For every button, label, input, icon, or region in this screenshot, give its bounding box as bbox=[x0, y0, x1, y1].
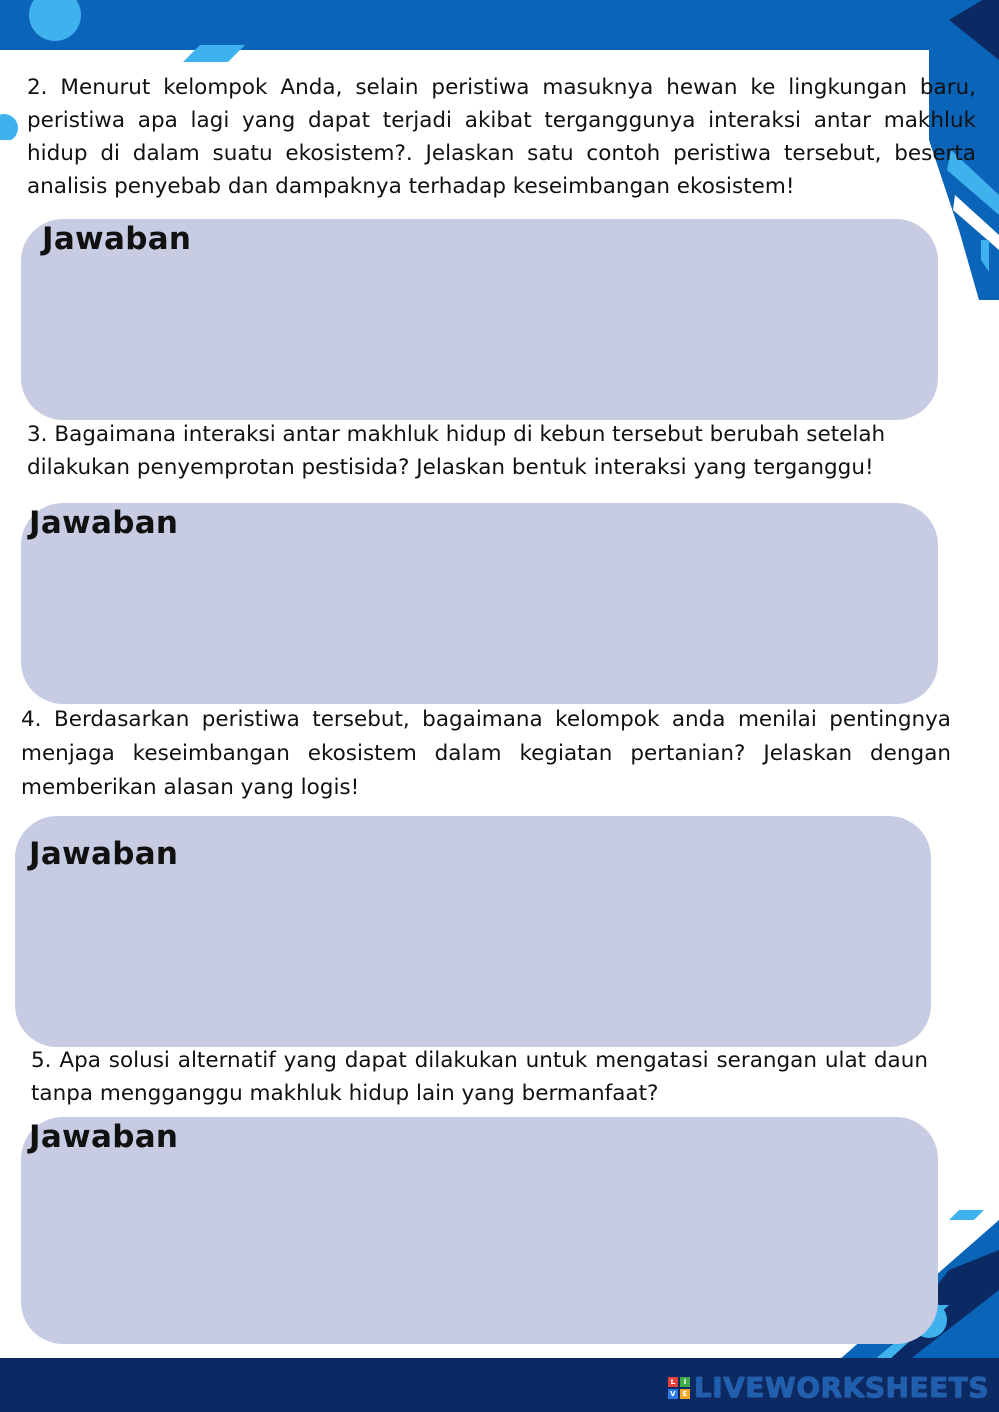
question-2: 2. Menurut kelompok Anda, selain peristiwa masuknya hewan ke lingkungan baru, peristiwa apa lagi yang dapat terjadi akibat terganggunya interaksi antar makhluk hidup di dalam suatu ekosistem?. Jelaskan satu contoh peristiwa tersebut, beserta analisis penyebab dan dampaknya terhadap keseimbangan ekosistem! bbox=[27, 75, 976, 199]
answer-box-5[interactable] bbox=[21, 1117, 938, 1344]
answer-label: Jawaban bbox=[29, 836, 179, 872]
question-4: 4. Berdasarkan peristiwa tersebut, bagaimana kelompok anda menilai pentingnya menjaga keseimbangan ekosistem dalam kegiatan pertanian? Jelaskan dengan memberikan alasan yang logis! bbox=[21, 707, 951, 800]
liveworksheets-logo bbox=[668, 1371, 989, 1404]
logo-letter: V bbox=[668, 1389, 678, 1399]
diagonal-accent bbox=[183, 45, 245, 62]
answer-box-3[interactable] bbox=[21, 503, 938, 704]
answer-box-4[interactable] bbox=[15, 816, 931, 1047]
question-3: 3. Bagaimana interaksi antar makhluk hidup di kebun tersebut berubah setelah dilakukan penyemprotan pestisida? Jelaskan bentuk interaksi yang terganggu! bbox=[27, 422, 886, 480]
question-5: 5. Apa solusi alternatif yang dapat dilakukan untuk mengatasi serangan ulat daun tanpa mengganggu makhluk hidup lain yang bermanfaat? bbox=[31, 1048, 928, 1106]
answer-box-2[interactable] bbox=[21, 219, 938, 420]
answer-label: Jawaban bbox=[42, 221, 192, 257]
logo-letter: E bbox=[680, 1389, 690, 1399]
brand-name: LIVEWORKSHEETS bbox=[693, 1371, 989, 1404]
answer-label: Jawaban bbox=[29, 1119, 179, 1155]
logo-letter: I bbox=[680, 1377, 690, 1387]
light-blue-circle bbox=[29, 0, 81, 41]
logo-grid-icon bbox=[668, 1377, 690, 1399]
logo-letter: L bbox=[668, 1377, 678, 1387]
answer-label: Jawaban bbox=[29, 505, 179, 541]
